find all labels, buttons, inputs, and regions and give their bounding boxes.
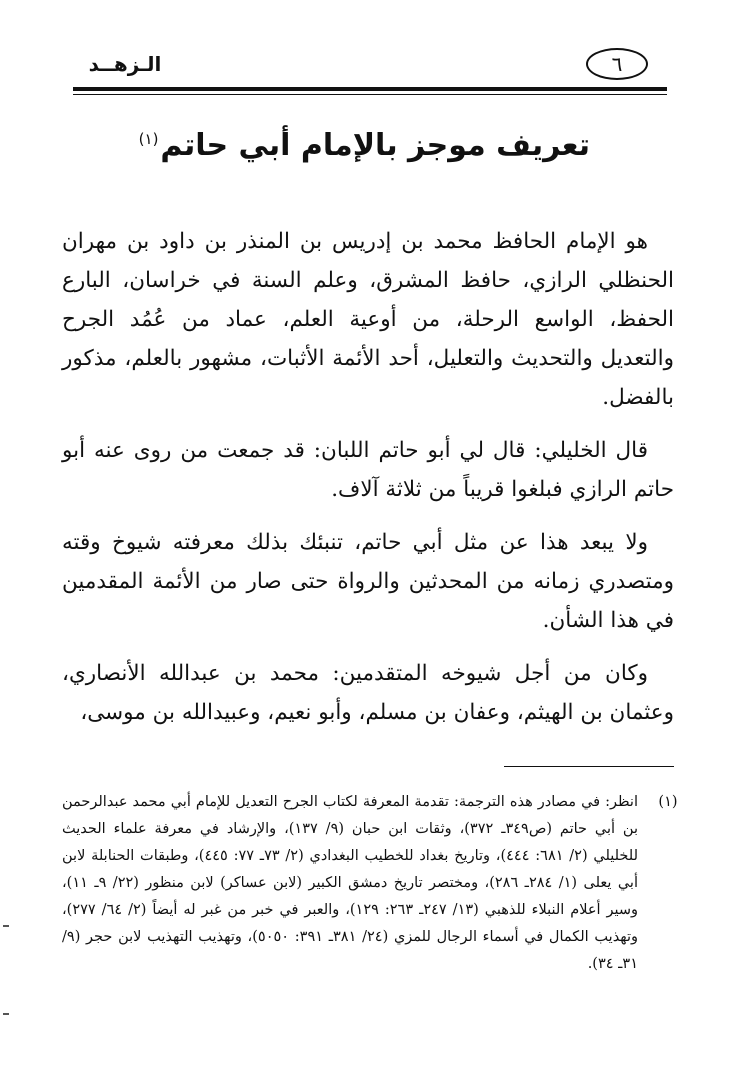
paragraph-3: ولا يبعد هذا عن مثل أبي حاتم، تنبئك بذلك معرفته شيوخ وقته ومتصدري زمانه من المحدثين والرواة حتى صار من الأئمة المقدمين في هذا الشأن.: [62, 530, 674, 633]
paragraph-4: وكان من أجل شيوخه المتقدمين: محمد بن عبدالله الأنصاري، وعثمان بن الهيثم، وعفان بن مسلم، وأبو نعيم، وعبيدالله بن موسى،: [62, 661, 674, 725]
body-text: [62, 222, 674, 746]
page-number-text: ٦: [611, 52, 623, 76]
header-rule-thick: [73, 87, 667, 91]
chapter-title-text: تعريف موجز بالإمام أبي حاتم: [160, 128, 590, 163]
margin-mark: [3, 1013, 9, 1015]
footnote-separator: [504, 766, 674, 767]
header-rule-thin: [73, 94, 667, 95]
footnote-reference[interactable]: (١): [138, 130, 159, 148]
footnote-text: انظر: في مصادر هذه الترجمة: تقدمة المعرفة لكتاب الجرح التعديل للإمام أبي محمد عبدالرحمن بن أبي حاتم (ص٣٤٩ـ ٣٧٢)، وثقات ابن حبان (٩/ ١٣٧)، والإرشاد في معرفة علماء الحديث للخليلي (٢/ ٦٨١: ٤٤٤)، وتاريخ بغداد للخطيب البغدادي (٢/ ٧٣ـ ٧٧: ٤٤٥)، وطبقات الحنابلة لابن أبي يعلى (١/ ٢٨٤ـ ٢٨٦)، ومختصر تاريخ دمشق الكبير (لابن عساكر) لابن منظور (٢٢/ ٩ـ ١١)، وسير أعلام النبلاء للذهبي (١٣/ ٢٤٧ـ ٢٦٣: ١٢٩)، والعبر في خبر من غبر له أيضاً (٢/ ٦٤/ ٢٧٧)، وتهذيب الكمال في أسماء الرجال للمزي (٢٤/ ٣٨١ـ ٣٩١: ٥٠٥٠)، وتهذيب التهذيب لابن حجر (٩/ ٣١ـ ٣٤).: [62, 794, 639, 972]
running-title: الـزهــد: [88, 52, 162, 76]
footnote-number: (١): [658, 794, 678, 810]
page-number: [586, 48, 648, 80]
margin-mark: [3, 925, 9, 927]
paragraph-1: هو الإمام الحافظ محمد بن إدريس بن المنذر بن داود بن مهران الحنظلي الرازي، حافظ المشرق، وعلم السنة في خراسان، البارع الحفظ، الواسع الرحلة، من أوعية العلم، عماد من عُمُد الجرح والتعديل والتحديث والتعليل، أحد الأئمة الأثبات، مشهور بالعلم، مذكور بالفضل.: [62, 229, 674, 410]
paragraph-2: قال الخليلي: قال لي أبو حاتم اللبان: قد جمعت من روى عنه أبو حاتم الرازي فبلغوا قريباً من ثلاثة آلاف.: [62, 438, 674, 502]
footnote: [62, 789, 678, 978]
chapter-title: [138, 128, 590, 163]
